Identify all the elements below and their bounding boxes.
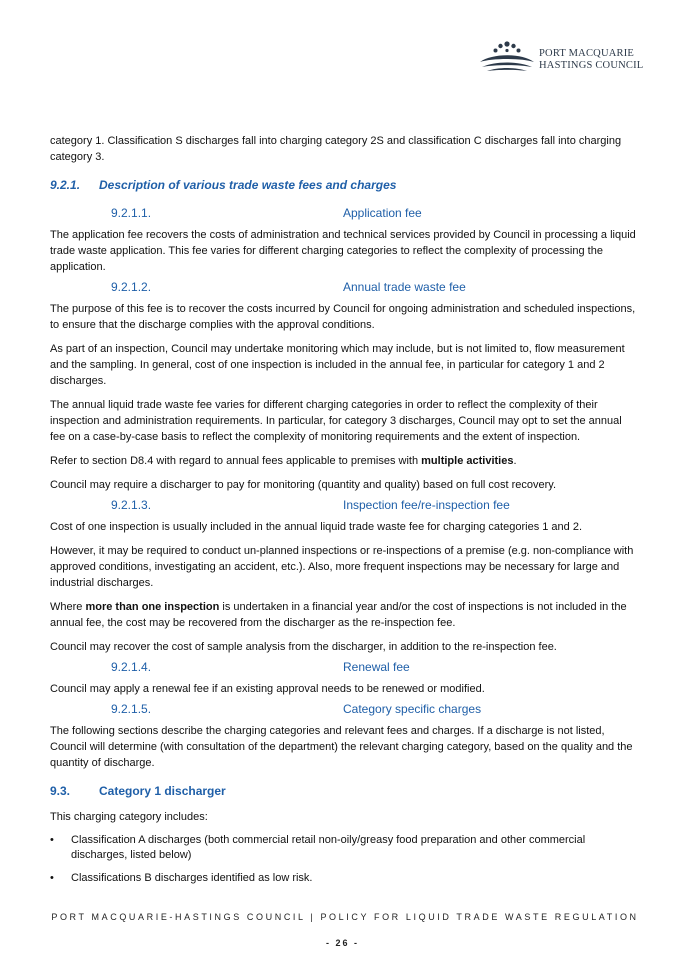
heading-number: 9.2.1.3. [111,498,152,512]
heading-title: Category specific charges [343,702,482,716]
text-run: Refer to section D8.4 with regard to annual fees applicable to premises with [50,455,422,467]
heading-title: Application fee [343,206,422,220]
list-item [50,871,640,886]
bullet-list [50,833,640,886]
page-number: - 26 - [325,938,359,948]
paragraph-multiple-activities [50,453,640,469]
heading-9-2-1-1 [50,205,640,221]
intro-paragraph: category 1. Classification S discharges fall into charging category 2S and classification C discharges fall into charging category 3. [50,135,622,163]
heading-number: 9.2.1.1. [111,206,152,220]
paragraph: The application fee recovers the costs of administration and technical services provided by Council in processing a liquid trade waste application. This fee varies for different charging categories to reflect the complexity of processing the application. [50,229,636,273]
heading-number: 9.2.1.4. [111,660,152,674]
heading-title: Category 1 discharger [99,784,226,798]
paragraph: Council may recover the cost of sample analysis from the discharger, in addition to the re-inspection fee. [50,641,557,653]
heading-number: 9.2.1.5. [111,702,152,716]
bold-text: more than one inspection [85,601,220,613]
text-run: Where [50,601,86,613]
heading-title: Annual trade waste fee [343,280,466,294]
logo-line-1: PORT MACQUARIE [539,48,635,59]
paragraph: Cost of one inspection is usually included in the annual liquid trade waste fee for charging categories 1 and 2. [50,521,583,533]
paragraph: As part of an inspection, Council may undertake monitoring which may include, but is not limited to, flow measurement and the sampling. In general, cost of one inspection is included in the annual fee, in particular for category 1 and 2 discharges. [50,343,625,387]
heading-9-2-1 [50,177,640,193]
paragraph: The following sections describe the charging categories and relevant fees and charges. If a discharge is not listed, Council will determine (with consultation of the department) the relevant charging category, based on the quality and the quantity of discharge. [50,725,633,769]
heading-9-2-1-2 [50,279,640,295]
paragraph: However, it may be required to conduct un-planned inspections or re-inspections of a premise (e.g. non-compliance with approved conditions, investigating an accident, etc.). Also, more frequent inspections may be necessary for large and industrial discharges. [50,545,634,589]
heading-title: Description of various trade waste fees and charges [99,178,397,192]
bullet-icon: • [50,872,54,884]
heading-title: Inspection fee/re-inspection fee [343,498,510,512]
heading-9-2-1-3 [50,497,640,513]
heading-number: 9.3. [50,784,71,798]
list-item-text: Classification A discharges (both commercial retail non-oily/greasy food preparation and other commercial discharges, listed below) [71,834,586,861]
bold-text: multiple activities [421,455,514,467]
council-logo-text [539,48,643,72]
council-logo [478,38,648,78]
list-item [50,833,640,863]
list-item-text: Classifications B discharges identified as low risk. [71,872,313,884]
paragraph: This charging category includes: [50,811,208,823]
text-run: . [513,455,517,467]
heading-9-2-1-5 [50,701,640,717]
paragraph: The annual liquid trade waste fee varies for different charging categories in order to reflect the complexity of their inspection and administration requirements. In particular, for category 3 discharges, Council may opt to set the annual fee on a case-by-case basis to reflect the complexity of monitoring requirements and the extent of inspection. [50,399,622,443]
logo-line-2: HASTINGS COUNCIL [539,60,644,71]
heading-9-3 [50,783,640,799]
heading-number: 9.2.1.2. [111,280,152,294]
paragraph: Council may require a discharger to pay for monitoring (quantity and quality) based on full cost recovery. [50,479,557,491]
paragraph: Council may apply a renewal fee if an existing approval needs to be renewed or modified. [50,683,485,695]
heading-9-2-1-4 [50,659,640,675]
text-run: is undertaken in a financial year and/or the cost of inspections is not included in the annual fee, the cost may be recovered from the discharger as the re-inspection fee. [50,601,627,629]
council-logo-icon [478,38,536,78]
heading-number: 9.2.1. [50,178,81,192]
page-body [50,133,640,894]
paragraph: The purpose of this fee is to recover the costs incurred by Council for ongoing administration and scheduled inspections, to ensure that the discharge complies with the approval conditions. [50,303,636,331]
heading-title: Renewal fee [343,660,410,674]
page-footer: PORT MACQUARIE-HASTINGS COUNCIL | POLICY FOR LIQUID TRADE WASTE REGULATION [51,912,639,922]
paragraph-more-than-one-inspection [50,599,640,631]
bullet-icon: • [50,834,54,846]
